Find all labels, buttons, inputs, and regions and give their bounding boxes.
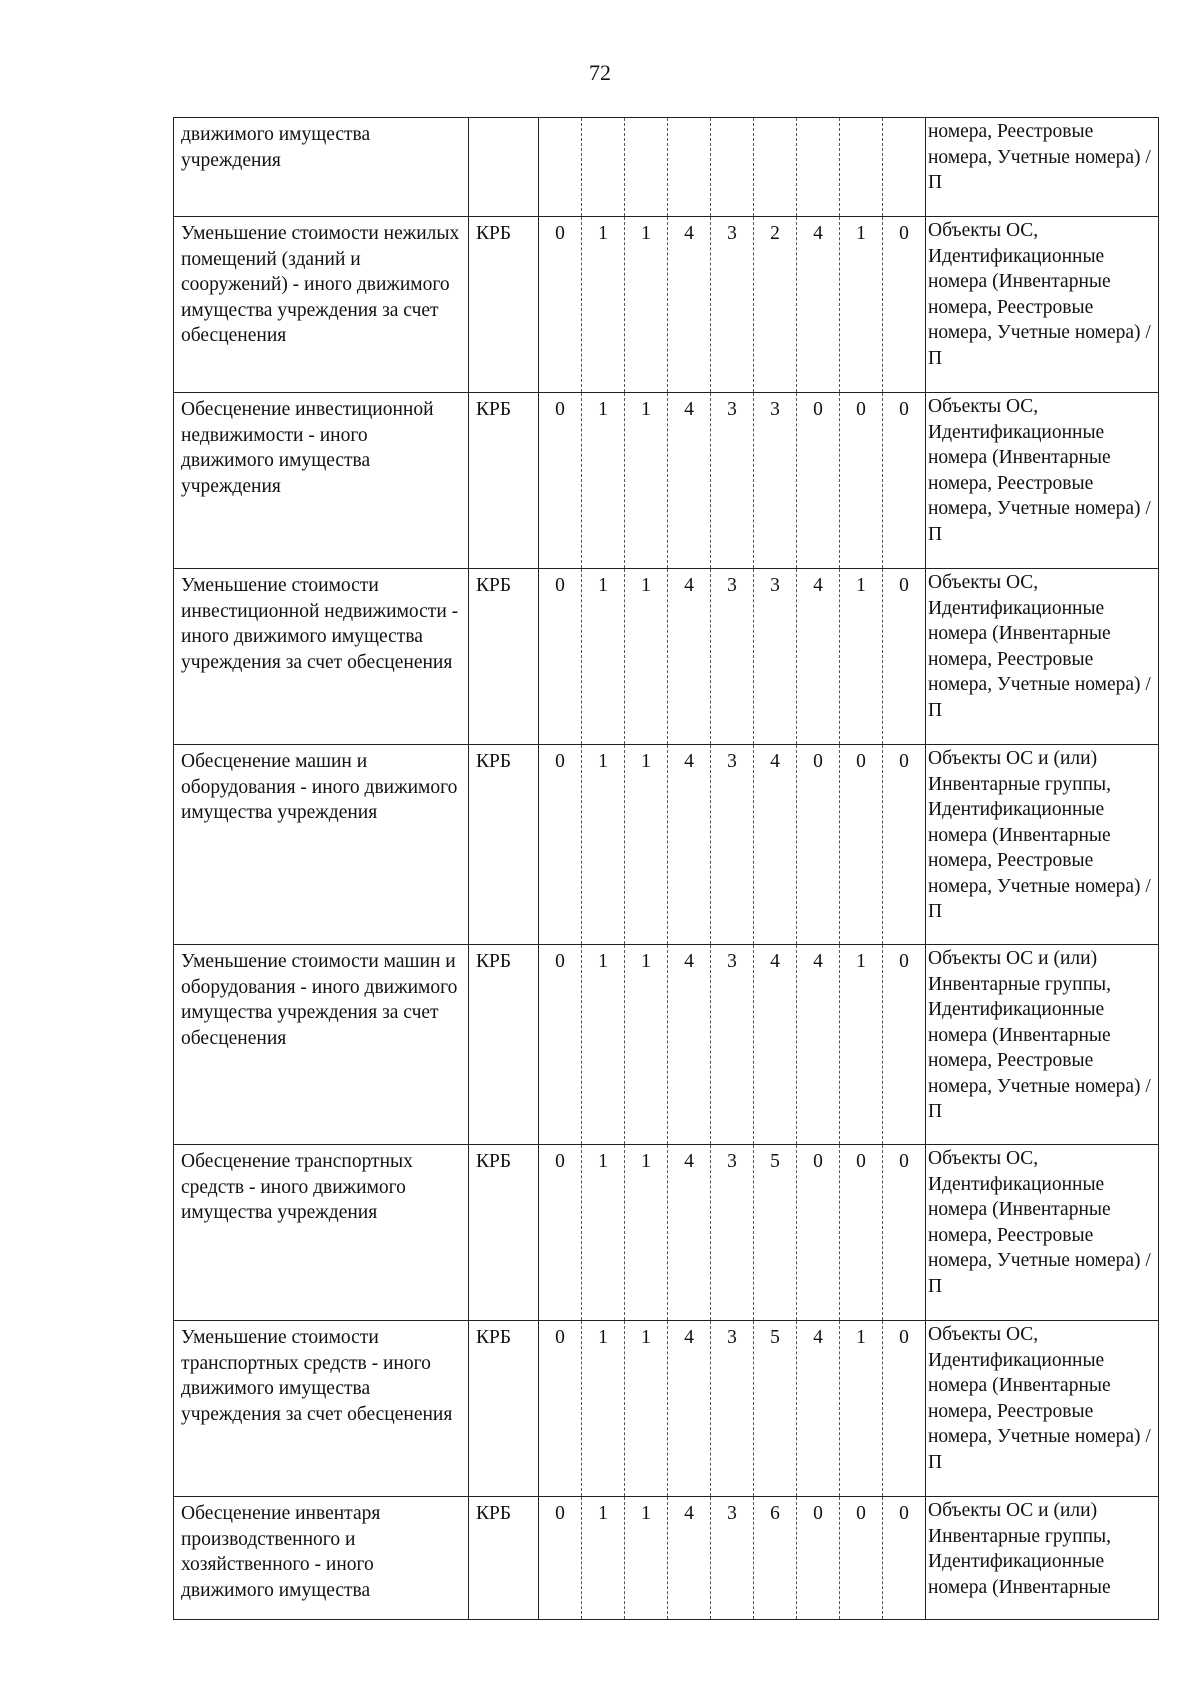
account-code-digit: 0 <box>883 1145 926 1321</box>
account-code-digit: 4 <box>668 945 711 1145</box>
funding-source-cell: КРБ <box>469 393 539 569</box>
analytics-cell: Объекты ОС и (или) Инвентарные группы, Идентификационные номера (Инвентарные <box>926 1497 1159 1620</box>
account-description-cell <box>174 745 469 945</box>
funding-source-cell: КРБ <box>469 1145 539 1321</box>
account-code-digit: 5 <box>754 1145 797 1321</box>
analytics-cell: Объекты ОС, Идентификационные номера (Инвентарные номера, Реестровые номера, Учетные номера) / П <box>926 1321 1159 1497</box>
table-row <box>174 118 1159 217</box>
account-code-digit: 0 <box>883 393 926 569</box>
account-code-digit: 0 <box>840 1145 883 1321</box>
account-code-digit: 1 <box>625 1145 668 1321</box>
analytics-cell: Объекты ОС, Идентификационные номера (Инвентарные номера, Реестровые номера, Учетные номера) / П <box>926 1145 1159 1321</box>
account-code-digit: 3 <box>711 1497 754 1620</box>
funding-source-cell <box>469 118 539 217</box>
account-description-cell <box>174 1497 469 1620</box>
account-code-digit: 1 <box>625 1321 668 1497</box>
account-code-digit: 4 <box>668 1145 711 1321</box>
account-code-digit: 5 <box>754 1321 797 1497</box>
account-code-digit: 0 <box>797 1497 840 1620</box>
account-code-digit: 0 <box>883 945 926 1145</box>
account-code-digit: 6 <box>754 1497 797 1620</box>
account-code-digit: 1 <box>582 393 625 569</box>
account-code-digit: 4 <box>668 1497 711 1620</box>
account-code-digit <box>883 118 926 217</box>
account-code-digit: 4 <box>668 569 711 745</box>
accounts-table-body <box>174 118 1159 1620</box>
account-code-digit: 3 <box>754 569 797 745</box>
account-code-digit: 1 <box>582 217 625 393</box>
account-code-digit: 1 <box>582 569 625 745</box>
account-code-digit <box>625 118 668 217</box>
account-code-digit: 0 <box>883 1321 926 1497</box>
funding-source-cell: КРБ <box>469 745 539 945</box>
account-code-digit: 0 <box>797 1145 840 1321</box>
account-code-digit: 1 <box>582 1321 625 1497</box>
account-code-digit: 0 <box>840 393 883 569</box>
account-code-digit: 1 <box>625 745 668 945</box>
account-code-digit: 3 <box>711 1321 754 1497</box>
account-code-digit: 0 <box>883 1497 926 1620</box>
table-row <box>174 1321 1159 1497</box>
account-code-digit: 0 <box>539 217 582 393</box>
account-description: Обесценение инвестиционной недвижимости - иного движимого имущества учреждения <box>181 399 434 497</box>
analytics-cell: Объекты ОС, Идентификационные номера (Инвентарные номера, Реестровые номера, Учетные номера) / П <box>926 393 1159 569</box>
account-code-digit: 1 <box>840 945 883 1145</box>
account-code-digit: 1 <box>625 217 668 393</box>
account-code-digit: 3 <box>711 945 754 1145</box>
account-code-digit: 4 <box>797 569 840 745</box>
account-code-digit: 2 <box>754 217 797 393</box>
account-code-digit: 4 <box>797 945 840 1145</box>
account-code-digit: 0 <box>883 569 926 745</box>
account-code-digit <box>668 118 711 217</box>
account-description: Обесценение машин и оборудования - иного движимого имущества учреждения <box>181 751 458 823</box>
account-description-cell <box>174 1145 469 1321</box>
account-code-digit: 1 <box>582 1145 625 1321</box>
table-row <box>174 1145 1159 1321</box>
account-code-digit <box>797 118 840 217</box>
account-code-digit: 4 <box>668 1321 711 1497</box>
analytics-cell: Объекты ОС и (или) Инвентарные группы, Идентификационные номера (Инвентарные номера, Реестровые номера, Учетные номера) / П <box>926 945 1159 1145</box>
account-code-digit: 1 <box>625 569 668 745</box>
account-code-digit: 0 <box>840 1497 883 1620</box>
account-code-digit: 3 <box>711 745 754 945</box>
account-code-digit: 0 <box>797 393 840 569</box>
account-code-digit: 3 <box>711 217 754 393</box>
account-code-digit: 0 <box>840 745 883 945</box>
account-code-digit: 0 <box>883 217 926 393</box>
table-row <box>174 569 1159 745</box>
account-description-cell <box>174 217 469 393</box>
table-row <box>174 217 1159 393</box>
account-code-digit: 0 <box>539 393 582 569</box>
account-code-digit: 4 <box>797 217 840 393</box>
account-code-digit: 4 <box>754 745 797 945</box>
account-code-digit: 1 <box>625 1497 668 1620</box>
account-description: Уменьшение стоимости нежилых помещений (зданий и сооружений) - иного движимого имущества учреждения за счет обесценения <box>181 223 460 346</box>
account-code-digit: 4 <box>797 1321 840 1497</box>
account-code-digit: 1 <box>625 393 668 569</box>
account-description: Обесценение транспортных средств - иного движимого имущества учреждения <box>181 1151 413 1223</box>
account-description: движимого имущества учреждения <box>181 124 371 171</box>
account-code-digit: 0 <box>539 945 582 1145</box>
account-description-cell <box>174 393 469 569</box>
account-description: Обесценение инвентаря производственного и хозяйственного - иного движимого имущества <box>181 1503 381 1601</box>
account-code-digit: 4 <box>668 217 711 393</box>
analytics-cell: Объекты ОС, Идентификационные номера (Инвентарные номера, Реестровые номера, Учетные номера) / П <box>926 569 1159 745</box>
funding-source-cell: КРБ <box>469 945 539 1145</box>
account-code-digit: 4 <box>668 393 711 569</box>
table-row <box>174 393 1159 569</box>
account-code-digit: 3 <box>711 393 754 569</box>
funding-source-cell: КРБ <box>469 1497 539 1620</box>
account-code-digit <box>539 118 582 217</box>
analytics-cell: номера, Реестровые номера, Учетные номера) / П <box>926 118 1159 217</box>
account-description: Уменьшение стоимости машин и оборудования - иного движимого имущества учреждения за счет обесценения <box>181 951 458 1049</box>
account-code-digit: 1 <box>582 745 625 945</box>
account-description: Уменьшение стоимости транспортных средств - иного движимого имущества учреждения за счет обесценения <box>181 1327 453 1425</box>
account-code-digit: 0 <box>539 1145 582 1321</box>
account-code-digit: 1 <box>840 569 883 745</box>
analytics-cell: Объекты ОС, Идентификационные номера (Инвентарные номера, Реестровые номера, Учетные номера) / П <box>926 217 1159 393</box>
account-code-digit: 3 <box>711 569 754 745</box>
table-row <box>174 1497 1159 1620</box>
analytics-cell: Объекты ОС и (или) Инвентарные группы, Идентификационные номера (Инвентарные номера, Реестровые номера, Учетные номера) / П <box>926 745 1159 945</box>
account-description-cell <box>174 118 469 217</box>
account-code-digit: 0 <box>883 745 926 945</box>
funding-source-cell: КРБ <box>469 1321 539 1497</box>
funding-source-cell: КРБ <box>469 217 539 393</box>
account-code-digit: 0 <box>539 1321 582 1497</box>
account-code-digit: 1 <box>582 1497 625 1620</box>
account-code-digit: 1 <box>582 945 625 1145</box>
accounts-table <box>173 117 1159 1620</box>
account-code-digit: 4 <box>668 745 711 945</box>
account-description-cell <box>174 1321 469 1497</box>
account-code-digit: 0 <box>539 745 582 945</box>
account-code-digit <box>840 118 883 217</box>
account-code-digit: 3 <box>754 393 797 569</box>
account-code-digit: 1 <box>840 1321 883 1497</box>
account-code-digit <box>711 118 754 217</box>
table-row <box>174 945 1159 1145</box>
page-number: 72 <box>589 60 611 85</box>
account-code-digit <box>754 118 797 217</box>
account-description-cell <box>174 569 469 745</box>
funding-source-cell: КРБ <box>469 569 539 745</box>
account-code-digit: 3 <box>711 1145 754 1321</box>
account-code-digit: 1 <box>625 945 668 1145</box>
table-row <box>174 745 1159 945</box>
account-code-digit: 0 <box>539 1497 582 1620</box>
account-code-digit: 1 <box>840 217 883 393</box>
account-description-cell <box>174 945 469 1145</box>
account-code-digit: 4 <box>754 945 797 1145</box>
account-description: Уменьшение стоимости инвестиционной недвижимости - иного движимого имущества учреждения за счет обесценения <box>181 575 459 673</box>
account-code-digit <box>582 118 625 217</box>
account-code-digit: 0 <box>539 569 582 745</box>
account-code-digit: 0 <box>797 745 840 945</box>
